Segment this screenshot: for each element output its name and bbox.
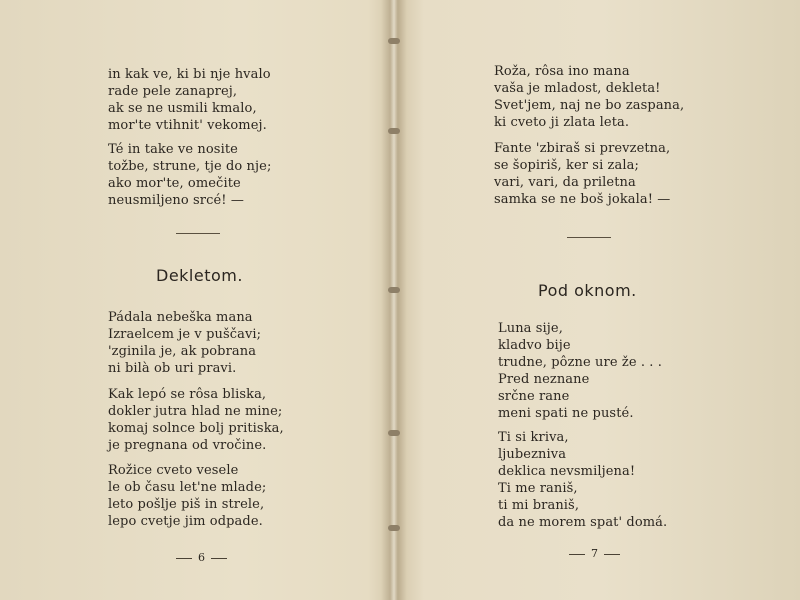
binding-stitch bbox=[388, 287, 400, 293]
poem-title: Dekletom. bbox=[156, 266, 243, 285]
page-number bbox=[170, 551, 233, 564]
verse-line: vari, vari, da priletna bbox=[494, 175, 636, 190]
verse-line: meni spati ne pusté. bbox=[498, 406, 634, 421]
verse-line: Kak lepó se rôsa bliska, bbox=[108, 387, 267, 402]
verse-line: komaj solnce bolj pritiska, bbox=[108, 421, 284, 436]
page-number bbox=[563, 547, 626, 560]
stanza bbox=[108, 309, 261, 377]
verse-line: mor'te vtihnit' vekomej. bbox=[108, 118, 267, 133]
verse-line: Rožice cveto vesele bbox=[108, 463, 239, 478]
poem-title: Pod oknom. bbox=[538, 281, 637, 300]
verse-line: da ne morem spat' domá. bbox=[498, 515, 668, 530]
stanza bbox=[108, 141, 271, 209]
folio-dash bbox=[604, 554, 620, 555]
verse-line: Luna sije, bbox=[498, 321, 563, 336]
page-number-text: 7 bbox=[591, 547, 598, 560]
verse-line: se šopiriš, ker si zala; bbox=[494, 158, 639, 173]
verse-line: ak se ne usmili kmalo, bbox=[108, 101, 257, 116]
stanza bbox=[494, 63, 684, 131]
folio-dash bbox=[569, 554, 585, 555]
stanza bbox=[494, 140, 670, 208]
verse-line: Roža, rôsa ino mana bbox=[494, 64, 630, 79]
verse-line: trudne, pôzne ure že . . . bbox=[498, 355, 663, 370]
binding-stitch bbox=[388, 430, 400, 436]
verse-line: je pregnana od vročine. bbox=[108, 438, 267, 453]
verse-line: 'zginila je, ak pobrana bbox=[108, 344, 257, 359]
folio-dash bbox=[211, 558, 227, 559]
verse-line: rade pele zanaprej, bbox=[108, 84, 238, 99]
verse-line: Ti me raniš, bbox=[498, 481, 578, 496]
binding-stitch bbox=[388, 38, 400, 44]
binding-stitch bbox=[388, 128, 400, 134]
verse-line: ljubezniva bbox=[498, 447, 567, 462]
verse-line: samka se ne boš jokala! — bbox=[494, 192, 671, 207]
verse-line: dokler jutra hlad ne mine; bbox=[108, 404, 283, 419]
verse-line: kladvo bije bbox=[498, 338, 571, 353]
verse-line: Fante 'zbiraš si prevzetna, bbox=[494, 141, 671, 156]
verse-line: Svet'jem, naj ne bo zaspana, bbox=[494, 98, 685, 113]
verse-line: Té in take ve nosite bbox=[108, 142, 238, 157]
verse-line: Pádala nebeška mana bbox=[108, 310, 253, 325]
stanza bbox=[108, 386, 284, 454]
page-number-text: 6 bbox=[198, 551, 205, 564]
verse-line: le ob času let'ne mlade; bbox=[108, 480, 267, 495]
verse-line: leto pošlje piš in strele, bbox=[108, 497, 265, 512]
verse-line: ni bilà ob uri pravi. bbox=[108, 361, 237, 376]
verse-line: in kak ve, ki bi nje hvalo bbox=[108, 67, 271, 82]
binding-stitch bbox=[388, 525, 400, 531]
verse-line: Izraelcem je v puščavi; bbox=[108, 327, 262, 342]
verse-line: Ti si kriva, bbox=[498, 430, 569, 445]
verse-line: lepo cvetje jim odpade. bbox=[108, 514, 263, 529]
verse-line: neusmiljeno srcé! — bbox=[108, 193, 244, 208]
stanza bbox=[498, 429, 667, 531]
verse-line: srčne rane bbox=[498, 389, 570, 404]
section-divider bbox=[176, 233, 220, 234]
section-divider bbox=[567, 237, 611, 238]
stanza bbox=[108, 66, 271, 134]
right-page bbox=[405, 0, 800, 600]
verse-line: ti mi braniš, bbox=[498, 498, 580, 513]
verse-line: tožbe, strune, tje do nje; bbox=[108, 159, 272, 174]
verse-line: ako mor'te, omečite bbox=[108, 176, 241, 191]
verse-line: deklica nevsmiljena! bbox=[498, 464, 636, 479]
verse-line: vaša je mladost, dekleta! bbox=[494, 81, 661, 96]
stanza bbox=[108, 462, 266, 530]
verse-line: Pred neznane bbox=[498, 372, 590, 387]
verse-line: ki cveto ji zlata leta. bbox=[494, 115, 630, 130]
folio-dash bbox=[176, 558, 192, 559]
stanza bbox=[498, 320, 662, 422]
left-page bbox=[0, 0, 385, 600]
